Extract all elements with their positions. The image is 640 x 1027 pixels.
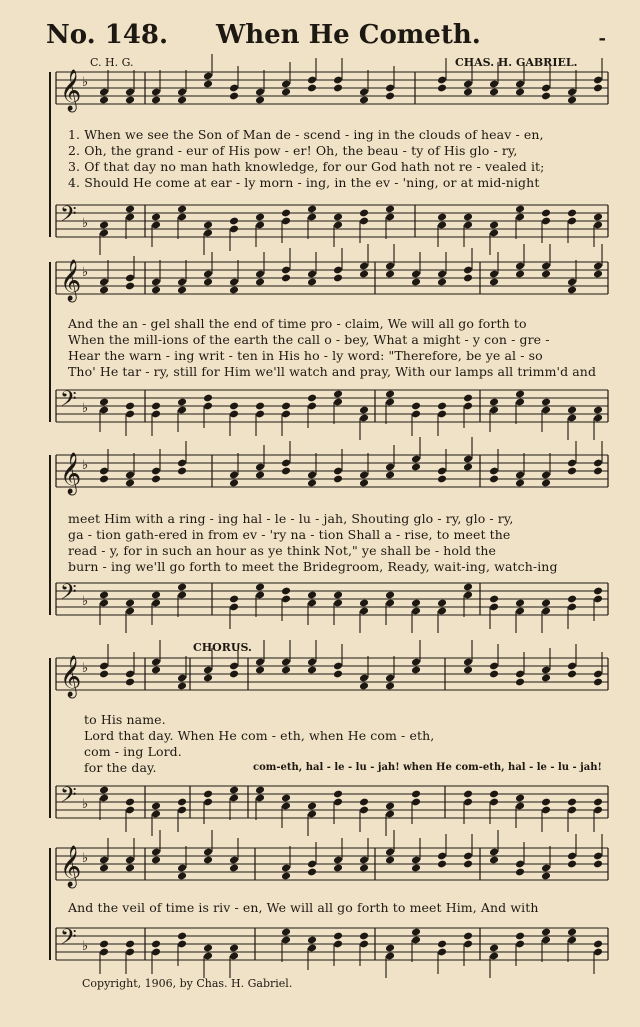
lyric-line: meet Him with a ring - ing hal - le - lu - jah, Shouting glo - ry, glo - ry, <box>68 511 514 526</box>
treble-clef-icon: 𝄞 <box>60 260 82 301</box>
author-credit: CHAS. H. GABRIEL. <box>455 56 578 69</box>
notehead <box>463 860 473 869</box>
lyric-line: 2. Oh, the grand - eur of His pow - er! Oh, the beau - ty of His glo - ry, <box>68 143 518 158</box>
copyright-notice: Copyright, 1906, by Chas. H. Gabriel. <box>82 977 293 990</box>
lyric-line: to His name. <box>84 712 166 727</box>
notehead <box>567 860 577 869</box>
notehead <box>385 856 395 865</box>
notehead <box>99 864 109 873</box>
notehead <box>359 932 369 941</box>
header-dash: - <box>598 28 606 49</box>
notehead <box>229 864 239 873</box>
notehead <box>593 860 603 869</box>
flat-icon: ♭ <box>82 939 89 954</box>
notehead <box>307 936 317 945</box>
flat-icon: ♭ <box>82 851 89 866</box>
lyric-line: read - y, for in such an hour as ye think Not," ye shall be - hold the <box>68 543 497 558</box>
notehead <box>203 856 213 865</box>
flat-icon: ♭ <box>82 265 89 280</box>
notehead <box>281 872 291 881</box>
flat-icon: ♭ <box>82 458 89 473</box>
lyric-line: burn - ing we'll go forth to meet the Bridegroom, Ready, wait-ing, watch-ing <box>68 559 558 574</box>
lyric-line: ga - tion gath-ered in from ev - 'ry na - tion Shall a - rise, to meet the <box>68 527 511 542</box>
bass-clef-icon: 𝄢 <box>60 202 77 232</box>
notehead <box>281 928 291 937</box>
flat-icon: ♭ <box>82 594 89 609</box>
notehead <box>489 944 499 953</box>
chorus-label: CHORUS. <box>193 641 252 654</box>
notehead <box>411 864 421 873</box>
notehead <box>99 940 109 949</box>
bass-clef-icon: 𝄢 <box>60 925 77 955</box>
notehead <box>437 860 447 869</box>
notehead <box>203 944 213 953</box>
notehead <box>151 856 161 865</box>
notehead <box>411 928 421 937</box>
notehead <box>125 940 135 949</box>
notehead <box>593 940 603 949</box>
notehead <box>333 864 343 873</box>
lyric-line: Hear the warn - ing writ - ten in His ho - ly word: "Therefore, be ye al - so <box>68 348 543 363</box>
notehead <box>515 868 525 877</box>
hymn-title: When He Cometh. <box>216 20 481 50</box>
lyric-line: And the an - gel shall the end of time pro - claim, We will all go forth to <box>68 316 527 331</box>
bass-clef-icon: 𝄢 <box>60 783 77 813</box>
notehead <box>125 864 135 873</box>
alt-lyric-line: com-eth, hal - le - lu - jah! when He com-eth, hal - le - lu - jah! <box>253 762 602 773</box>
notehead <box>307 868 317 877</box>
lyric-line: 1. When we see the Son of Man de - scend - ing in the clouds of heav - en, <box>68 127 544 142</box>
notehead <box>229 944 239 953</box>
bass-clef-icon: 𝄢 <box>60 580 77 610</box>
flat-icon: ♭ <box>82 797 89 812</box>
notehead <box>515 932 525 941</box>
flat-icon: ♭ <box>82 216 89 231</box>
notehead <box>177 872 187 881</box>
composer-initials: C. H. G. <box>90 56 134 69</box>
treble-clef-icon: 𝄞 <box>60 70 82 111</box>
treble-clef-icon: 𝄞 <box>60 656 82 697</box>
notehead <box>333 932 343 941</box>
notehead <box>359 864 369 873</box>
flat-icon: ♭ <box>82 661 89 676</box>
notehead <box>385 944 395 953</box>
lyric-line: 3. Of that day no man hath knowledge, for our God hath not re - vealed it; <box>68 159 545 174</box>
bass-clef-icon: 𝄢 <box>60 387 77 417</box>
notehead <box>489 856 499 865</box>
notehead <box>437 940 447 949</box>
notehead <box>567 928 577 937</box>
notehead <box>177 932 187 941</box>
lyric-line: 4. Should He come at ear - ly morn - ing, in the ev - 'ning, or at mid-night <box>68 175 540 190</box>
notehead <box>541 872 551 881</box>
notehead <box>463 932 473 941</box>
treble-clef-icon: 𝄞 <box>60 846 82 887</box>
notehead <box>541 928 551 937</box>
lyric-line: And the veil of time is riv - en, We will all go forth to meet Him, And with <box>68 900 539 915</box>
hymn-number: No. 148. <box>46 20 169 50</box>
flat-icon: ♭ <box>82 75 89 90</box>
lyric-line: Tho' He tar - ry, still for Him we'll watch and pray, With our lamps all trimm'd and <box>68 364 597 379</box>
lyric-line: When the mill-ions of the earth the call o - bey, What a might - y con - gre - <box>68 332 550 347</box>
lyric-line: com - ing Lord. <box>84 744 182 759</box>
lyric-line: for the day. <box>84 760 157 775</box>
notehead <box>151 940 161 949</box>
lyric-line: Lord that day. When He com - eth, when He com - eth, <box>84 728 435 743</box>
treble-clef-icon: 𝄞 <box>60 453 82 494</box>
flat-icon: ♭ <box>82 401 89 416</box>
